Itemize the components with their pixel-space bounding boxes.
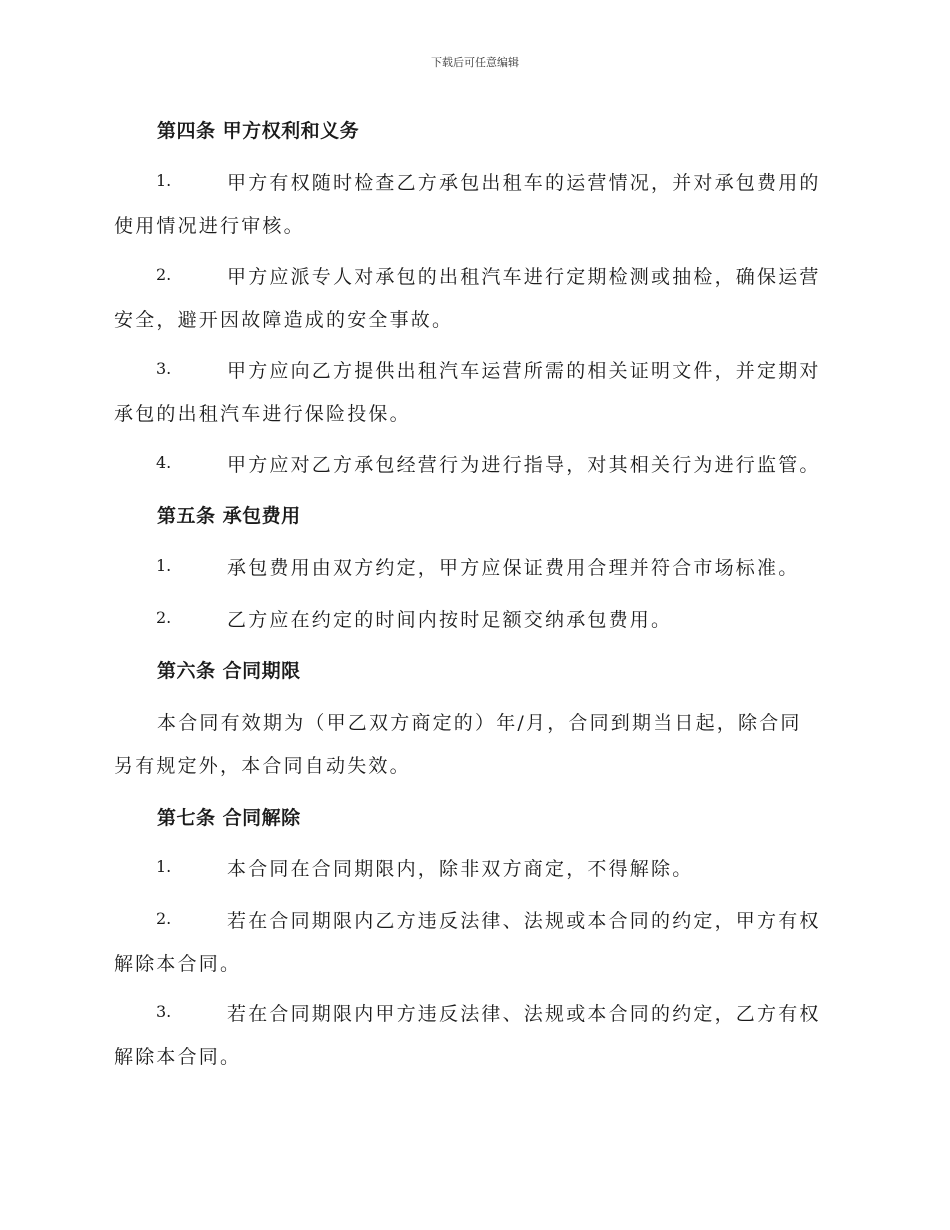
page-header: 下载后可任意编辑	[431, 56, 519, 69]
item-text: 本合同在合同期限内，除非双方商定，不得解除。	[227, 858, 694, 880]
section-heading: 第四条 甲方权利和义务	[157, 120, 360, 142]
item-text: 乙方应在约定的时间内按时足额交纳承包费用。	[227, 609, 673, 631]
item-text-continued: 使用情况进行审核。	[114, 215, 305, 237]
item-text: 若在合同期限内甲方违反法律、法规或本合同的约定，乙方有权	[227, 1003, 821, 1025]
paragraph-text: 本合同有效期为（甲乙双方商定的）年/月，合同到期当日起，除合同	[157, 712, 802, 734]
section-heading: 第五条 承包费用	[157, 505, 301, 527]
item-number: 2.	[156, 909, 172, 928]
item-text: 若在合同期限内乙方违反法律、法规或本合同的约定，甲方有权	[227, 910, 821, 932]
item-number: 2.	[156, 608, 172, 627]
item-text-continued: 解除本合同。	[114, 1046, 242, 1068]
item-text-continued: 安全，避开因故障造成的安全事故。	[114, 309, 454, 331]
item-number: 1.	[156, 857, 172, 876]
item-number: 1.	[156, 556, 172, 575]
section-heading: 第六条 合同期限	[157, 660, 301, 682]
item-text-continued: 解除本合同。	[114, 953, 242, 975]
item-number: 1.	[156, 171, 172, 190]
item-text: 承包费用由双方约定，甲方应保证费用合理并符合市场标准。	[227, 557, 800, 579]
item-number: 4.	[156, 453, 172, 472]
paragraph-text-continued: 另有规定外，本合同自动失效。	[114, 755, 411, 777]
item-text: 甲方应派专人对承包的出租汽车进行定期检测或抽检，确保运营	[227, 266, 821, 288]
section-heading: 第七条 合同解除	[157, 807, 301, 829]
item-number: 3.	[156, 359, 172, 378]
item-number: 3.	[156, 1002, 172, 1021]
item-text: 甲方有权随时检查乙方承包出租车的运营情况，并对承包费用的	[227, 172, 821, 194]
item-text-continued: 承包的出租汽车进行保险投保。	[114, 403, 411, 425]
item-number: 2.	[156, 265, 172, 284]
item-text: 甲方应对乙方承包经营行为进行指导，对其相关行为进行监管。	[227, 454, 821, 476]
item-text: 甲方应向乙方提供出租汽车运营所需的相关证明文件，并定期对	[227, 360, 821, 382]
